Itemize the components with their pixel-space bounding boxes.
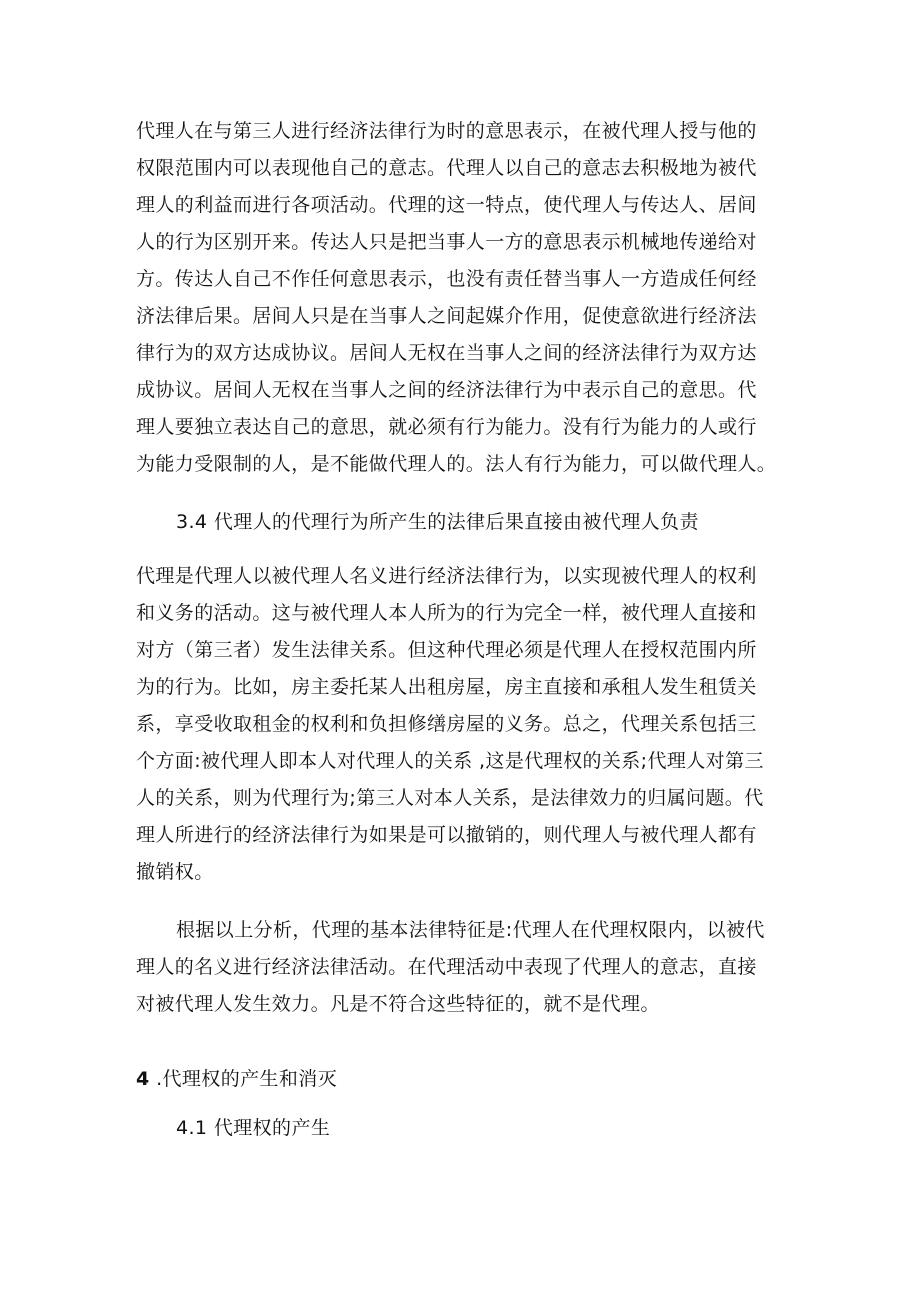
paragraph-line: 对被代理人发生效力。凡是不符合这些特征的，就不是代理。 (136, 993, 660, 1015)
paragraph-line: 为能力受限制的人，是不能做代理人的。法人有行为能力，可以做代理人。 (136, 453, 777, 475)
paragraph-line: 和义务的活动。这与被代理人本人所为的行为完全一样，被代理人直接和 (136, 602, 757, 624)
paragraph-line: 系，享受收取租金的权利和负担修缮房屋的义务。总之，代理关系包括三 (136, 713, 757, 735)
paragraph-line: 济法律后果。居间人只是在当事人之间起媒介作用，促使意欲进行经济法 (136, 305, 757, 327)
paragraph-line: 根据以上分析，代理的基本法律特征是:代理人在代理权限内，以被代 (176, 919, 765, 941)
paragraph-line: 理人所进行的经济法律行为如果是可以撤销的，则代理人与被代理人都有 (136, 824, 757, 846)
paragraph-line: 权限范围内可以表现他自己的意志。代理人以自己的意志去积极地为被代 (136, 157, 757, 179)
section-title: .代理权的产生和消灭 (149, 1068, 338, 1090)
paragraph-line: 人的关系，则为代理行为;第三人对本人关系，是法律效力的归属问题。代 (136, 787, 764, 809)
paragraph-line: 对方（第三者）发生法律关系。但这种代理必须是代理人在授权范围内所 (136, 639, 757, 661)
section-heading-4 (136, 1066, 337, 1092)
paragraph-line: 理人的利益而进行各项活动。代理的这一特点，使代理人与传达人、居间 (136, 194, 757, 216)
paragraph-line: 理人的名义进行经济法律活动。在代理活动中表现了代理人的意志，直接 (136, 956, 757, 978)
paragraph-line: 代理人在与第三人进行经济法律行为时的意思表示，在被代理人授与他的 (136, 120, 757, 142)
paragraph-line: 个方面:被代理人即本人对代理人的关系 ,这是代理权的关系;代理人对第三 (136, 750, 764, 772)
paragraph-line: 理人要独立表达自己的意思，就必须有行为能力。没有行为能力的人或行 (136, 416, 757, 438)
paragraph-line: 律行为的双方达成协议。居间人无权在当事人之间的经济法律行为双方达 (136, 342, 757, 364)
paragraph-line: 成协议。居间人无权在当事人之间的经济法律行为中表示自己的意思。代 (136, 379, 757, 401)
section-number: 4 (136, 1068, 150, 1090)
paragraph-line: 为的行为。比如，房主委托某人出租房屋，房主直接和承租人发生租赁关 (136, 676, 757, 698)
paragraph-line: 撤销权。 (136, 861, 214, 883)
paragraph-line: 代理是代理人以被代理人名义进行经济法律行为，以实现被代理人的权利 (136, 565, 757, 587)
section-heading-3-4: 3.4 代理人的代理行为所产生的法律后果直接由被代理人负责 (176, 511, 699, 533)
paragraph-line: 人的行为区别开来。传达人只是把当事人一方的意思表示机械地传递给对 (136, 231, 757, 253)
section-heading-4-1: 4.1 代理权的产生 (176, 1117, 331, 1139)
paragraph-line: 方。传达人自己不作任何意思表示，也没有责任替当事人一方造成任何经 (136, 268, 757, 290)
